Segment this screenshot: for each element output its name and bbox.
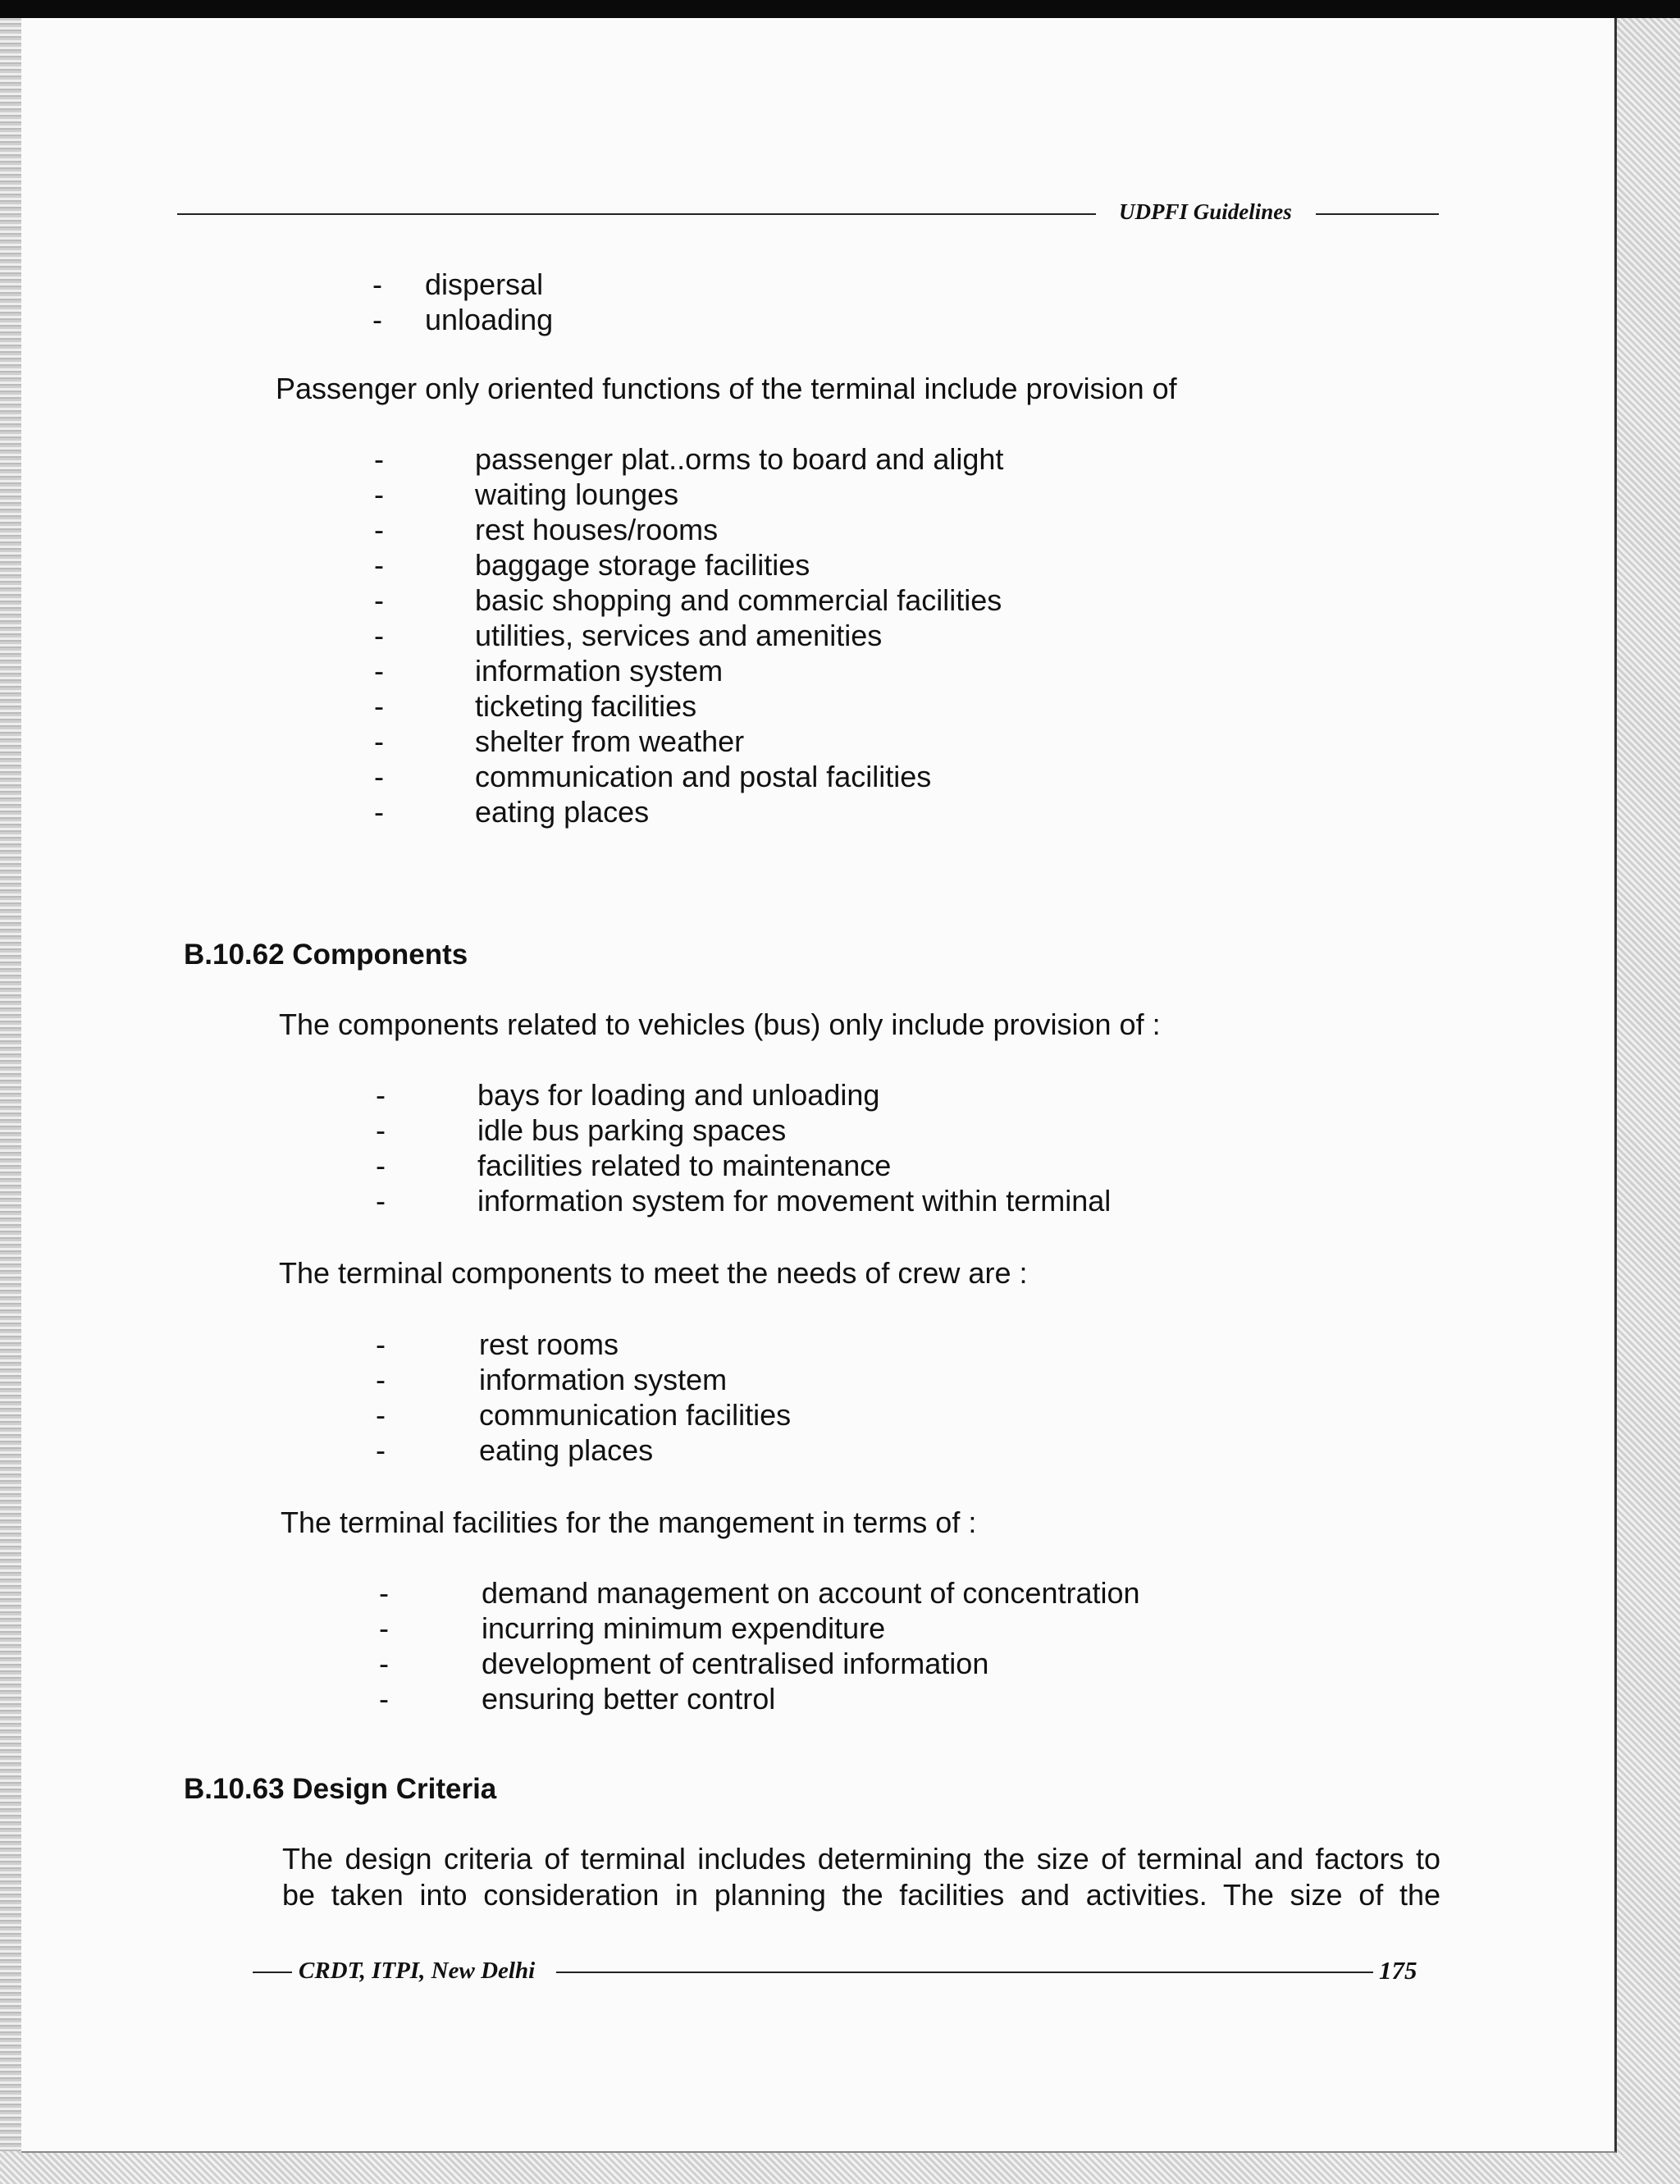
bullet-dash: - xyxy=(372,303,382,336)
section-heading: B.10.63 Design Criteria xyxy=(184,1773,497,1805)
bullet-dash: - xyxy=(376,1398,386,1432)
list-item: rest houses/rooms xyxy=(475,513,719,546)
bullet-dash: - xyxy=(374,619,384,652)
bullet-dash: - xyxy=(376,1184,386,1218)
list-item: utilities, services and amenities xyxy=(475,619,883,652)
list-item: information system for movement within terminal xyxy=(477,1184,1112,1218)
paragraph-intro-vehicles: The components related to vehicles (bus) only include provision of : xyxy=(279,1007,1161,1041)
list-item: communication facilities xyxy=(479,1398,792,1432)
list-item: information system xyxy=(475,654,724,688)
header-rule-right xyxy=(1316,213,1439,215)
bullet-dash: - xyxy=(374,477,384,511)
bullet-dash: - xyxy=(379,1682,389,1716)
bullet-dash: - xyxy=(374,442,384,476)
paragraph-intro-management: The terminal facilities for the mangement in terms of : xyxy=(281,1505,977,1539)
list-item: unloading xyxy=(425,303,554,336)
paragraph-line: The design criteria of terminal includes determining the size of terminal and factors to xyxy=(282,1842,1440,1876)
page-number: 175 xyxy=(1379,1956,1418,1985)
bullet-dash: - xyxy=(379,1576,389,1610)
paragraph-intro-crew: The terminal components to meet the needs of crew are : xyxy=(279,1256,1028,1290)
scan-top-border xyxy=(0,0,1680,18)
document-page xyxy=(21,18,1617,2153)
list-item: waiting lounges xyxy=(475,477,679,511)
list-item: eating places xyxy=(479,1433,654,1467)
header-rule-left xyxy=(177,213,1096,215)
list-item: passenger plat..orms to board and alight xyxy=(475,442,1004,476)
running-header: UDPFI Guidelines xyxy=(1119,199,1292,224)
list-item: idle bus parking spaces xyxy=(477,1113,787,1147)
list-item: information system xyxy=(479,1363,728,1396)
bullet-dash: - xyxy=(374,513,384,546)
bullet-dash: - xyxy=(374,689,384,723)
list-item: baggage storage facilities xyxy=(475,548,810,582)
list-item: ticketing facilities xyxy=(475,689,697,723)
bullet-dash: - xyxy=(376,1327,386,1361)
footer-rule-left xyxy=(253,1972,292,1973)
section-heading: B.10.62 Components xyxy=(184,939,468,971)
bullet-dash: - xyxy=(374,654,384,688)
bullet-dash: - xyxy=(376,1433,386,1467)
footer-source: CRDT, ITPI, New Delhi xyxy=(299,1958,536,1984)
list-item: shelter from weather xyxy=(475,724,745,758)
bullet-dash: - xyxy=(374,724,384,758)
list-item: communication and postal facilities xyxy=(475,760,932,793)
bullet-dash: - xyxy=(374,548,384,582)
list-item: rest rooms xyxy=(479,1327,619,1361)
bullet-dash: - xyxy=(379,1647,389,1680)
bullet-dash: - xyxy=(374,583,384,617)
footer-rule-right xyxy=(556,1972,1373,1973)
scan-right-edge xyxy=(1614,18,1680,2184)
list-item: demand management on account of concentration xyxy=(482,1576,1140,1610)
list-item: bays for loading and unloading xyxy=(477,1078,880,1112)
bullet-dash: - xyxy=(374,795,384,829)
bullet-dash: - xyxy=(376,1149,386,1182)
bullet-dash: - xyxy=(376,1078,386,1112)
list-item: incurring minimum expenditure xyxy=(482,1611,886,1645)
list-item: basic shopping and commercial facilities xyxy=(475,583,1002,617)
scan-bottom-edge xyxy=(0,2151,1680,2184)
bullet-dash: - xyxy=(376,1363,386,1396)
bullet-dash: - xyxy=(372,267,382,301)
list-item: dispersal xyxy=(425,267,544,301)
bullet-dash: - xyxy=(374,760,384,793)
bullet-dash: - xyxy=(376,1113,386,1147)
paragraph-line: be taken into consideration in planning the facilities and activities. The size of the xyxy=(282,1878,1440,1912)
list-item: ensuring better control xyxy=(482,1682,776,1716)
list-item: facilities related to maintenance xyxy=(477,1149,892,1182)
paragraph-intro-passenger: Passenger only oriented functions of the terminal include provision of xyxy=(276,372,1177,405)
bullet-dash: - xyxy=(379,1611,389,1645)
scan-left-edge xyxy=(0,18,21,2184)
list-item: eating places xyxy=(475,795,650,829)
list-item: development of centralised information xyxy=(482,1647,989,1680)
